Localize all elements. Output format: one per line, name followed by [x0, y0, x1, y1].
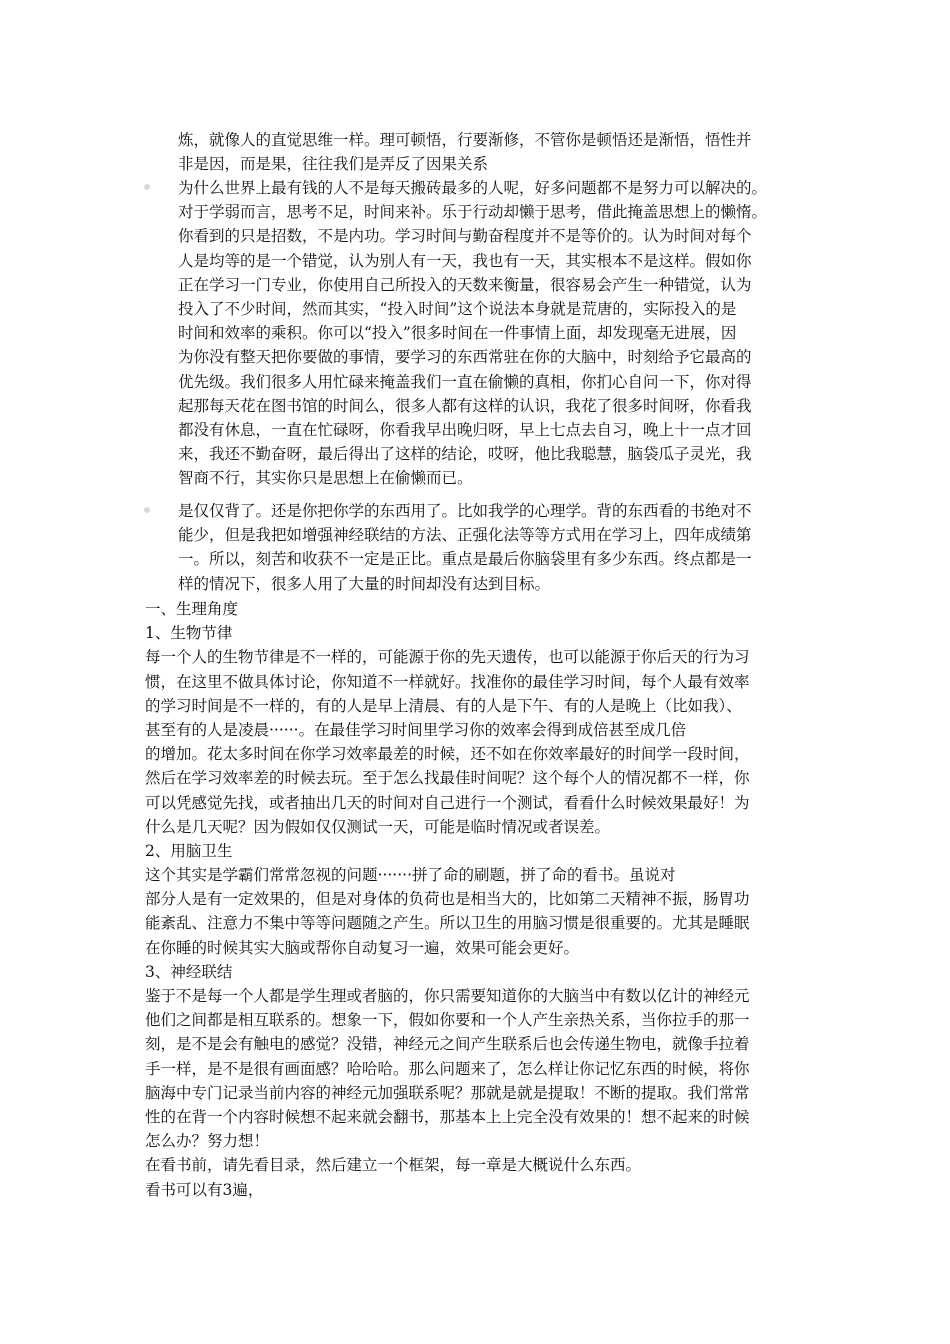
text-line: 起那每天花在图书馆的时间么，很多人都有这样的认识，我花了很多时间呀，你看我: [178, 396, 752, 415]
subsection-title: 1、生物节律: [145, 624, 233, 643]
text-line: 一。所以，刻苦和收获不一定是正比。重点是最后你脑袋里有多少东西。终点都是一: [178, 550, 752, 569]
text-line: 能紊乱、注意力不集中等等问题随之产生。所以卫生的用脑习惯是很重要的。尤其是睡眠: [145, 914, 750, 933]
text-line: 在看书前，请先看目录，然后建立一个框架，每一章是大概说什么东西。: [145, 1156, 642, 1175]
paragraph-intro: [178, 128, 815, 176]
text-line: 然后在学习效率差的时候去玩。至于怎么找最佳时间呢？这个每个人的情况都不一样，你: [145, 769, 750, 788]
text-line: 部分人是有一定效果的，但是对身体的负荷也是相当大的，比如第二天精神不振，肠胃功: [145, 890, 750, 909]
text-line: 你看到的只是招数，不是内功。学习时间与勤奋程度并不是等价的。认为时间对每个: [178, 227, 752, 246]
bullet-paragraph-1: [178, 176, 815, 490]
bullet-dot: [144, 184, 150, 190]
text-line: 每一个人的生物节律是不一样的，可能源于你的先天遗传，也可以能源于你后天的行为习: [145, 648, 750, 667]
text-line: 时间和效率的乘积。你可以“投入”很多时间在一件事情上面，却发现毫无进展，因: [178, 324, 737, 343]
text-line: 都没有休息，一直在忙碌呀，你看我早出晚归呀，早上七点去自习，晚上十一点才回: [178, 420, 752, 439]
bullet-paragraph-2: [178, 499, 815, 596]
text-line: 为你没有整天把你要做的事情，要学习的东西常驻在你的大脑中，时刻给予它最高的: [178, 348, 752, 367]
text-line: 他们之间都是相互联系的。想象一下，假如你要和一个人产生亲热关系，当你拉手的那一: [145, 1011, 750, 1030]
text-line: 的增加。花太多时间在你学习效率最差的时候，还不如在你效率最好的时间学一段时间，: [145, 745, 750, 764]
text-line: 鉴于不是每一个人都是学生理或者脑的，你只需要知道你的大脑当中有数以亿计的神经元: [145, 987, 750, 1005]
text-line: 能少，但是我把如增强神经联结的方法、正强化法等等方式用在学习上，四年成绩第: [178, 526, 752, 545]
text-line: 智商不行，其实你只是思想上在偷懒而已。: [178, 469, 473, 488]
text-line: 是仅仅背了。还是你把你学的东西用了。比如我学的心理学。背的东西看的书绝对不: [178, 502, 752, 520]
section-physiology: [145, 597, 815, 1202]
text-line: 可以凭感觉先找，或者抽出几天的时间对自己进行一个测试，看看什么时候效果最好！为: [145, 793, 750, 812]
text-line: 甚至有的人是凌晨······。在最佳学习时间里学习你的效率会得到成倍甚至成几倍: [145, 720, 687, 739]
text-line: 来，我还不勤奋呀，最后得出了这样的结论，哎呀，他比我聪慧，脑袋瓜子灵光，我: [178, 445, 752, 464]
text-line: 的学习时间是不一样的，有的人是早上清晨、有的人是下午、有的人是晚上（比如我）、: [145, 696, 742, 715]
text-line: 人是均等的是一个错觉，认为别人有一天，我也有一天，其实根本不是这样。假如你: [178, 251, 752, 270]
text-line: 优先级。我们很多人用忙碌来掩盖我们一直在偷懒的真相，你扪心自问一下，你对得: [178, 372, 752, 391]
text-line: 刻，是不是会有触电的感觉？没错，神经元之间产生联系后也会传递生物电，就像手拉着: [145, 1035, 750, 1054]
text-line: 炼，就像人的直觉思维一样。理可顿悟，行要渐修，不管你是顿悟还是渐悟，悟性并: [178, 131, 752, 149]
text-line: 正在学习一门专业，你使用自己所投入的天数来衡量，很容易会产生一种错觉，认为: [178, 275, 752, 294]
text-line: 怎么办？努力想！: [145, 1132, 270, 1151]
text-line: 样的情况下，很多人用了大量的时间却没有达到目标。: [178, 574, 551, 593]
text-line: 什么是几天呢？因为假如仅仅测试一天，可能是临时情况或者误差。: [145, 817, 611, 836]
text-line: 手一样，是不是很有画面感？哈哈哈。那么问题来了，怎么样让你记忆东西的时候，将你: [145, 1059, 750, 1078]
text-line: 在你睡的时候其实大脑或帮你自动复习一遍，效果可能会更好。: [145, 938, 580, 957]
section-title: 一、生理角度: [145, 600, 239, 618]
subsection-title: 3、神经联结: [145, 962, 233, 981]
text-line: 脑海中专门记录当前内容的神经元加强联系呢？那就是就是提取！不断的提取。我们常常: [145, 1083, 750, 1102]
text-line: 看书可以有3遍，: [145, 1180, 264, 1199]
text-line: 为什么世界上最有钱的人不是每天搬砖最多的人呢，好多问题都不是努力可以解决的。: [178, 179, 768, 197]
text-line: 性的在背一个内容时候想不起来就会翻书，那基本上上完全没有效果的！想不起来的时候: [145, 1107, 750, 1126]
text-line: 对于学弱而言，思考不足，时间来补。乐于行动却懒于思考，借此掩盖思想上的懒惰。: [178, 203, 768, 222]
subsection-title: 2、用脑卫生: [145, 841, 233, 860]
bullet-dot: [144, 507, 150, 513]
text-line: 惯，在这里不做具体讨论，你知道不一样就好。找准你的最佳学习时间，每个人最有效率: [145, 672, 750, 691]
text-line: 投入了不少时间，然而其实，“投入时间”这个说法本身就是荒唐的，实际投入的是: [178, 299, 737, 318]
text-line: 非是因，而是果，往往我们是弄反了因果关系: [178, 155, 489, 174]
text-line: 这个其实是学霸们常常忽视的问题·······拼了命的刷题，拼了命的看书。虽说对: [145, 866, 676, 885]
